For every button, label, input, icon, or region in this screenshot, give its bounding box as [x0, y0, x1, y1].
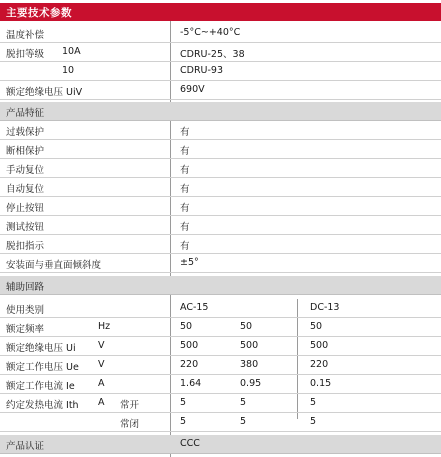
table-row: [0, 159, 441, 178]
table-row: [0, 254, 441, 273]
table-row: [0, 178, 441, 197]
row-value: 有: [180, 203, 190, 214]
table-header-bar: [0, 3, 441, 21]
row-value: 有: [180, 222, 190, 233]
cert-row: [0, 435, 441, 454]
row-label: 停止按钮: [6, 203, 45, 214]
row-value: 5: [240, 416, 247, 427]
row-value: 5: [180, 416, 187, 427]
table-row: [0, 197, 441, 216]
row-unit: V: [98, 359, 105, 370]
row-label: 过载保护: [6, 127, 45, 138]
row-value: 50: [310, 321, 323, 332]
row-label: 脱扣指示: [6, 241, 45, 252]
row-label: 额定工作电流 Ie: [6, 381, 75, 392]
row-value: 5: [240, 397, 247, 408]
table-title: 主要技术参数: [6, 7, 72, 19]
row-sub: 10: [62, 65, 75, 76]
row-value: CDRU-25、38: [180, 49, 245, 60]
row-unit: A: [98, 378, 105, 389]
aux-header-row: [0, 299, 441, 318]
table-row: [0, 394, 441, 413]
row-value: 有: [180, 165, 190, 176]
row-label: 额定工作电压 Ue: [6, 362, 79, 373]
row-value: 有: [180, 146, 190, 157]
section-label: 产品认证: [6, 441, 45, 452]
table-row: [0, 318, 441, 337]
row-label: 断相保护: [6, 146, 45, 157]
row-value: CDRU-93: [180, 65, 224, 76]
table-row: [0, 24, 441, 43]
row-label: 额定频率: [6, 324, 45, 335]
row-label: 脱扣等级: [6, 49, 45, 60]
row-value: 500: [180, 340, 199, 351]
row-value: ±5°: [180, 257, 199, 268]
table-row: [0, 375, 441, 394]
row-label: 安装面与垂直面倾斜度: [6, 260, 102, 271]
row-label: 温度补偿: [6, 30, 45, 41]
aux-col-dc13: DC-13: [310, 302, 340, 313]
row-sub: 10A: [62, 46, 81, 57]
row-value: 50: [180, 321, 193, 332]
table-row: [0, 121, 441, 140]
row-sub: 常闭: [120, 419, 140, 430]
row-label: 约定发热电流 Ith: [6, 400, 79, 411]
row-value: 380: [240, 359, 259, 370]
row-label: 额定绝缘电压 UiV: [6, 87, 83, 98]
table-row: [0, 43, 441, 62]
row-value: 5: [180, 397, 187, 408]
section-header-aux: [0, 276, 441, 295]
table-row: [0, 62, 441, 81]
aux-col-ac15: AC-15: [180, 302, 209, 313]
row-label: 使用类别: [6, 305, 45, 316]
row-value: -5°C~+40°C: [180, 27, 241, 38]
section-header-features: [0, 102, 441, 121]
row-value: 220: [310, 359, 329, 370]
row-sub: 常开: [120, 400, 140, 411]
row-value: 5: [310, 416, 317, 427]
row-label: 自动复位: [6, 184, 45, 195]
section-label: 辅助回路: [6, 282, 45, 293]
row-unit: Hz: [98, 321, 111, 332]
row-value: 1.64: [180, 378, 202, 389]
row-label: 测试按钮: [6, 222, 45, 233]
table-row: [0, 413, 441, 432]
row-label: 手动复位: [6, 165, 45, 176]
table-row: [0, 337, 441, 356]
row-value: 0.15: [310, 378, 332, 389]
row-value: 0.95: [240, 378, 262, 389]
row-value: 500: [240, 340, 259, 351]
row-value: 有: [180, 241, 190, 252]
row-value: 5: [310, 397, 317, 408]
row-label: 额定绝缘电压 Ui: [6, 343, 76, 354]
table-row: [0, 81, 441, 100]
row-value: 220: [180, 359, 199, 370]
section-label: 产品特征: [6, 108, 45, 119]
table-row: [0, 216, 441, 235]
table-row: [0, 235, 441, 254]
row-value: 690V: [180, 84, 205, 95]
row-unit: A: [98, 397, 105, 408]
table-row: [0, 356, 441, 375]
row-unit: V: [98, 340, 105, 351]
row-value: 有: [180, 184, 190, 195]
row-value: CCC: [180, 438, 200, 449]
row-value: 有: [180, 127, 190, 138]
row-value: 500: [310, 340, 329, 351]
row-value: 50: [240, 321, 253, 332]
table-row: [0, 140, 441, 159]
